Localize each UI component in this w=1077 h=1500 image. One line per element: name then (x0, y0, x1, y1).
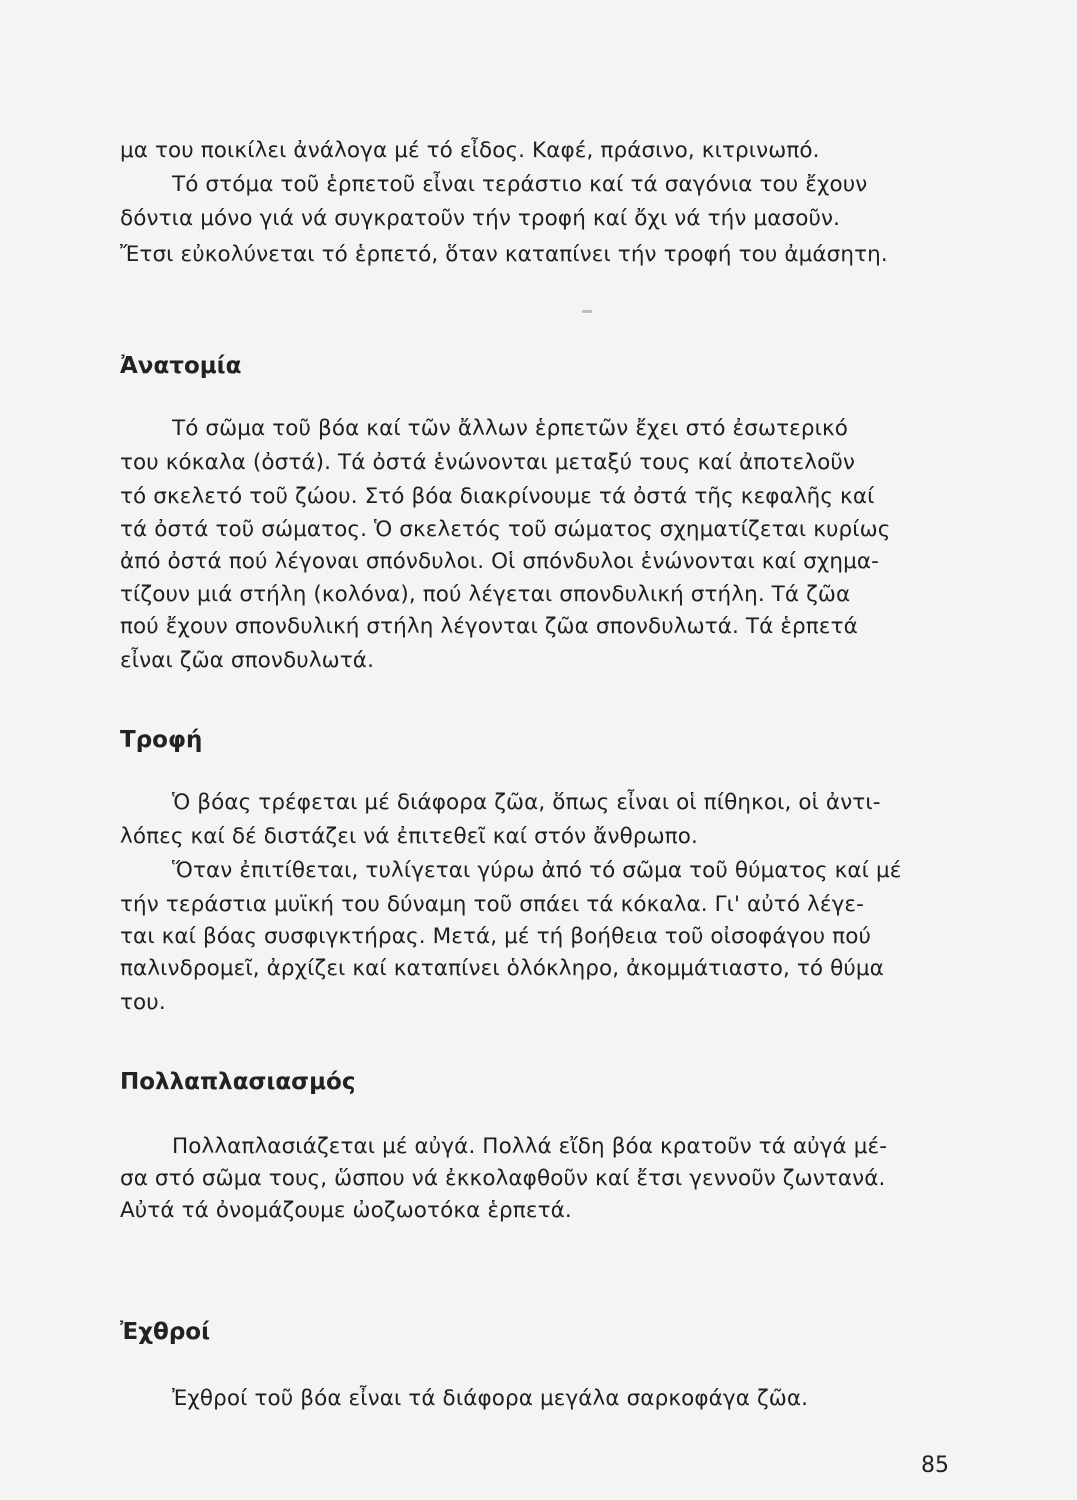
food-line: λόπες καί δέ διστάζει νά ἐπιτεθεῖ καί στόν ἄνθρωπο. (120, 824, 698, 849)
reproduction-line: Αὐτά τά ὀνομάζουμε ὠοζωοτόκα ἑρπετά. (120, 1198, 572, 1223)
food-line: Ὅταν ἐπιτίθεται, τυλίγεται γύρω ἀπό τό σῶμα τοῦ θύματος καί μέ (172, 858, 902, 883)
anatomy-line: πού ἔχουν σπονδυλική στήλη λέγονται ζῶα σπονδυλωτά. Τά ἑρπετά (120, 614, 858, 639)
food-line: Ὁ βόας τρέφεται μέ διάφορα ζῶα, ὅπως εἶναι οἱ πίθηκοι, οἱ ἀντι- (172, 790, 881, 815)
anatomy-line: ἀπό ὀστά πού λέγοναι σπόνδυλοι. Οἱ σπόνδυλοι ἑνώνονται καί σχημα- (120, 549, 879, 574)
food-line: τήν τεράστια μυϊκή του δύναμη τοῦ σπάει τά κόκαλα. Γι' αὐτό λέγε- (120, 892, 864, 917)
anatomy-line: τίζουν μιά στήλη (κολόνα), πού λέγεται σπονδυλική στήλη. Τά ζῶα (120, 582, 851, 607)
food-line: παλινδρομεῖ, ἀρχίζει καί καταπίνει ὁλόκληρο, ἀκομμάτιαστο, τό θύμα (120, 956, 884, 981)
page-number: 85 (921, 1453, 949, 1478)
intro-line: Τό στόμα τοῦ ἑρπετοῦ εἶναι τεράστιο καί τά σαγόνια του ἔχουν (172, 172, 868, 197)
enemies-line: Ἐχθροί τοῦ βόα εἶναι τά διάφορα μεγάλα σαρκοφάγα ζῶα. (172, 1386, 809, 1411)
section-heading-food: Τροφή (120, 727, 203, 753)
food-line: ται καί βόας συσφιγκτήρας. Μετά, μέ τή βοήθεια τοῦ οἰσοφάγου πού (120, 924, 871, 949)
reproduction-line: σα στό σῶμα τους, ὥσπου νά ἐκκολαφθοῦν καί ἔτσι γεννοῦν ζωντανά. (120, 1166, 886, 1191)
intro-line: μα του ποικίλει ἀνάλογα μέ τό εἶδος. Καφέ, πράσινο, κιτρινωπό. (120, 138, 820, 163)
anatomy-line: τά ὀστά τοῦ σώματος. Ὁ σκελετός τοῦ σώματος σχηματίζεται κυρίως (120, 517, 891, 542)
reproduction-line: Πολλαπλασιάζεται μέ αὐγά. Πολλά εἴδη βόα κρατοῦν τά αὐγά μέ- (172, 1134, 888, 1159)
scan-speck (582, 310, 592, 313)
food-line: του. (120, 990, 166, 1015)
section-heading-enemies: Ἐχθροί (120, 1319, 211, 1345)
section-heading-reproduction: Πολλαπλασιασμός (120, 1069, 356, 1095)
anatomy-line: τό σκελετό τοῦ ζώου. Στό βόα διακρίνουμε τά ὀστά τῆς κεφαλῆς καί (120, 484, 875, 509)
anatomy-line: εἶναι ζῶα σπονδυλωτά. (120, 648, 375, 673)
intro-line: δόντια μόνο γιά νά συγκρατοῦν τήν τροφή καί ὄχι νά τήν μασοῦν. (120, 206, 841, 231)
section-heading-anatomy: Ἀνατομία (120, 353, 242, 379)
anatomy-line: του κόκαλα (ὀστά). Τά ὀστά ἑνώνονται μεταξύ τους καί ἀποτελοῦν (120, 450, 856, 475)
intro-line: Ἔτσι εὐκολύνεται τό ἑρπετό, ὅταν καταπίνει τήν τροφή του ἀμάσητη. (120, 242, 888, 267)
anatomy-line: Τό σῶμα τοῦ βόα καί τῶν ἄλλων ἑρπετῶν ἔχει στό ἐσωτερικό (172, 416, 849, 441)
